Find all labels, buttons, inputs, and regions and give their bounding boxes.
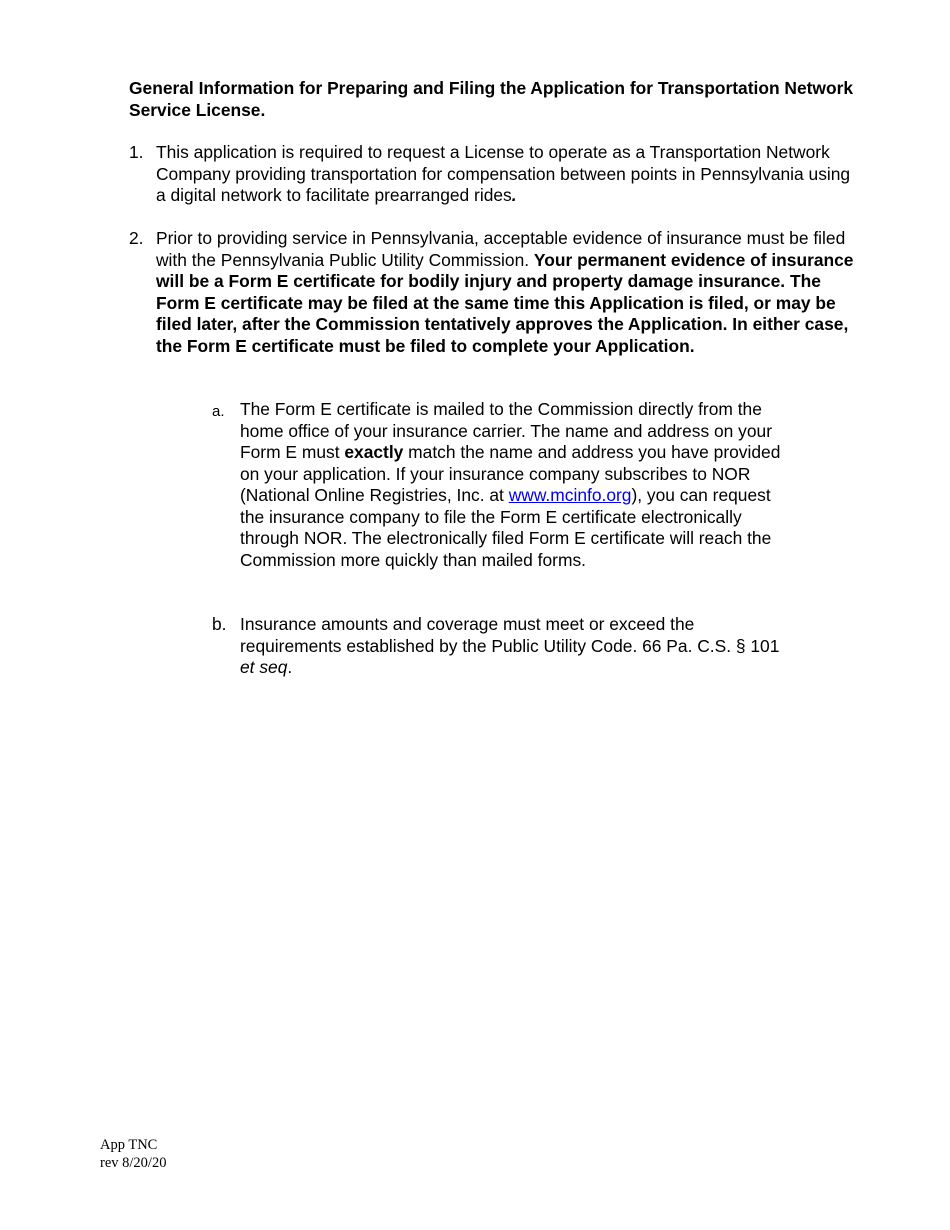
subitem-text-part: match the name and address you have provided on your application. If your insurance company subscribes to NOR (National Online Registries, Inc. at [240, 442, 781, 505]
subitem-text-part: ), you can request the insurance company to file the Form E certificate electronically through NOR. The electronically filed Form E certificate will reach the Commission more quickly than mailed forms. [240, 485, 772, 570]
subitem-text-part: . [287, 657, 293, 677]
item-text-bold: Your permanent evidence of insurance will be a Form E certificate for bodily injury and property damage insurance. The Form E certificate may be filed at the same time this Application is filed, or may be filed later, after the Commission tentatively approves the Application. In either case, the Form E certificate must be filed to complete your Application. [156, 249, 854, 356]
item-text-end: . [511, 185, 517, 205]
subitem-text [240, 399, 788, 571]
subitem-emphasis: exactly [344, 442, 404, 462]
item-text-main: This application is required to request a License to operate as a Transportation Network Company providing transportation for compensation between points in Pennsylvania using a digital network to facilitate prearranged rides [156, 142, 851, 205]
item-text [156, 142, 856, 207]
footer-revision: rev 8/20/20 [100, 1154, 167, 1171]
item-text [156, 228, 866, 357]
item-number: 1. [129, 142, 144, 162]
item-number: 2. [129, 228, 144, 248]
subitem-text-part: The Form E certificate is mailed to the Commission directly from the home office of your insurance carrier. The name and address on your Form E must [240, 399, 773, 462]
subitem-letter: a. [212, 403, 225, 420]
footer-form-name: App TNC [100, 1137, 158, 1153]
document-heading: General Information for Preparing and Filing the Application for Transportation Network Service License. [129, 78, 854, 120]
page-footer [100, 1137, 166, 1172]
mcinfo-link[interactable]: www.mcinfo.org [508, 485, 632, 505]
subitem-text [240, 614, 788, 679]
subitem-letter: b. [212, 614, 227, 634]
item-text-plain: Prior to providing service in Pennsylvania, acceptable evidence of insurance must be filed with the Pennsylvania Public Utility Commission. [156, 228, 846, 270]
subitem-text-part: Insurance amounts and coverage must meet or exceed the requirements established by the Public Utility Code. 66 Pa. C.S. § 101 [240, 614, 780, 656]
subitem-italic: et seq [240, 657, 288, 677]
